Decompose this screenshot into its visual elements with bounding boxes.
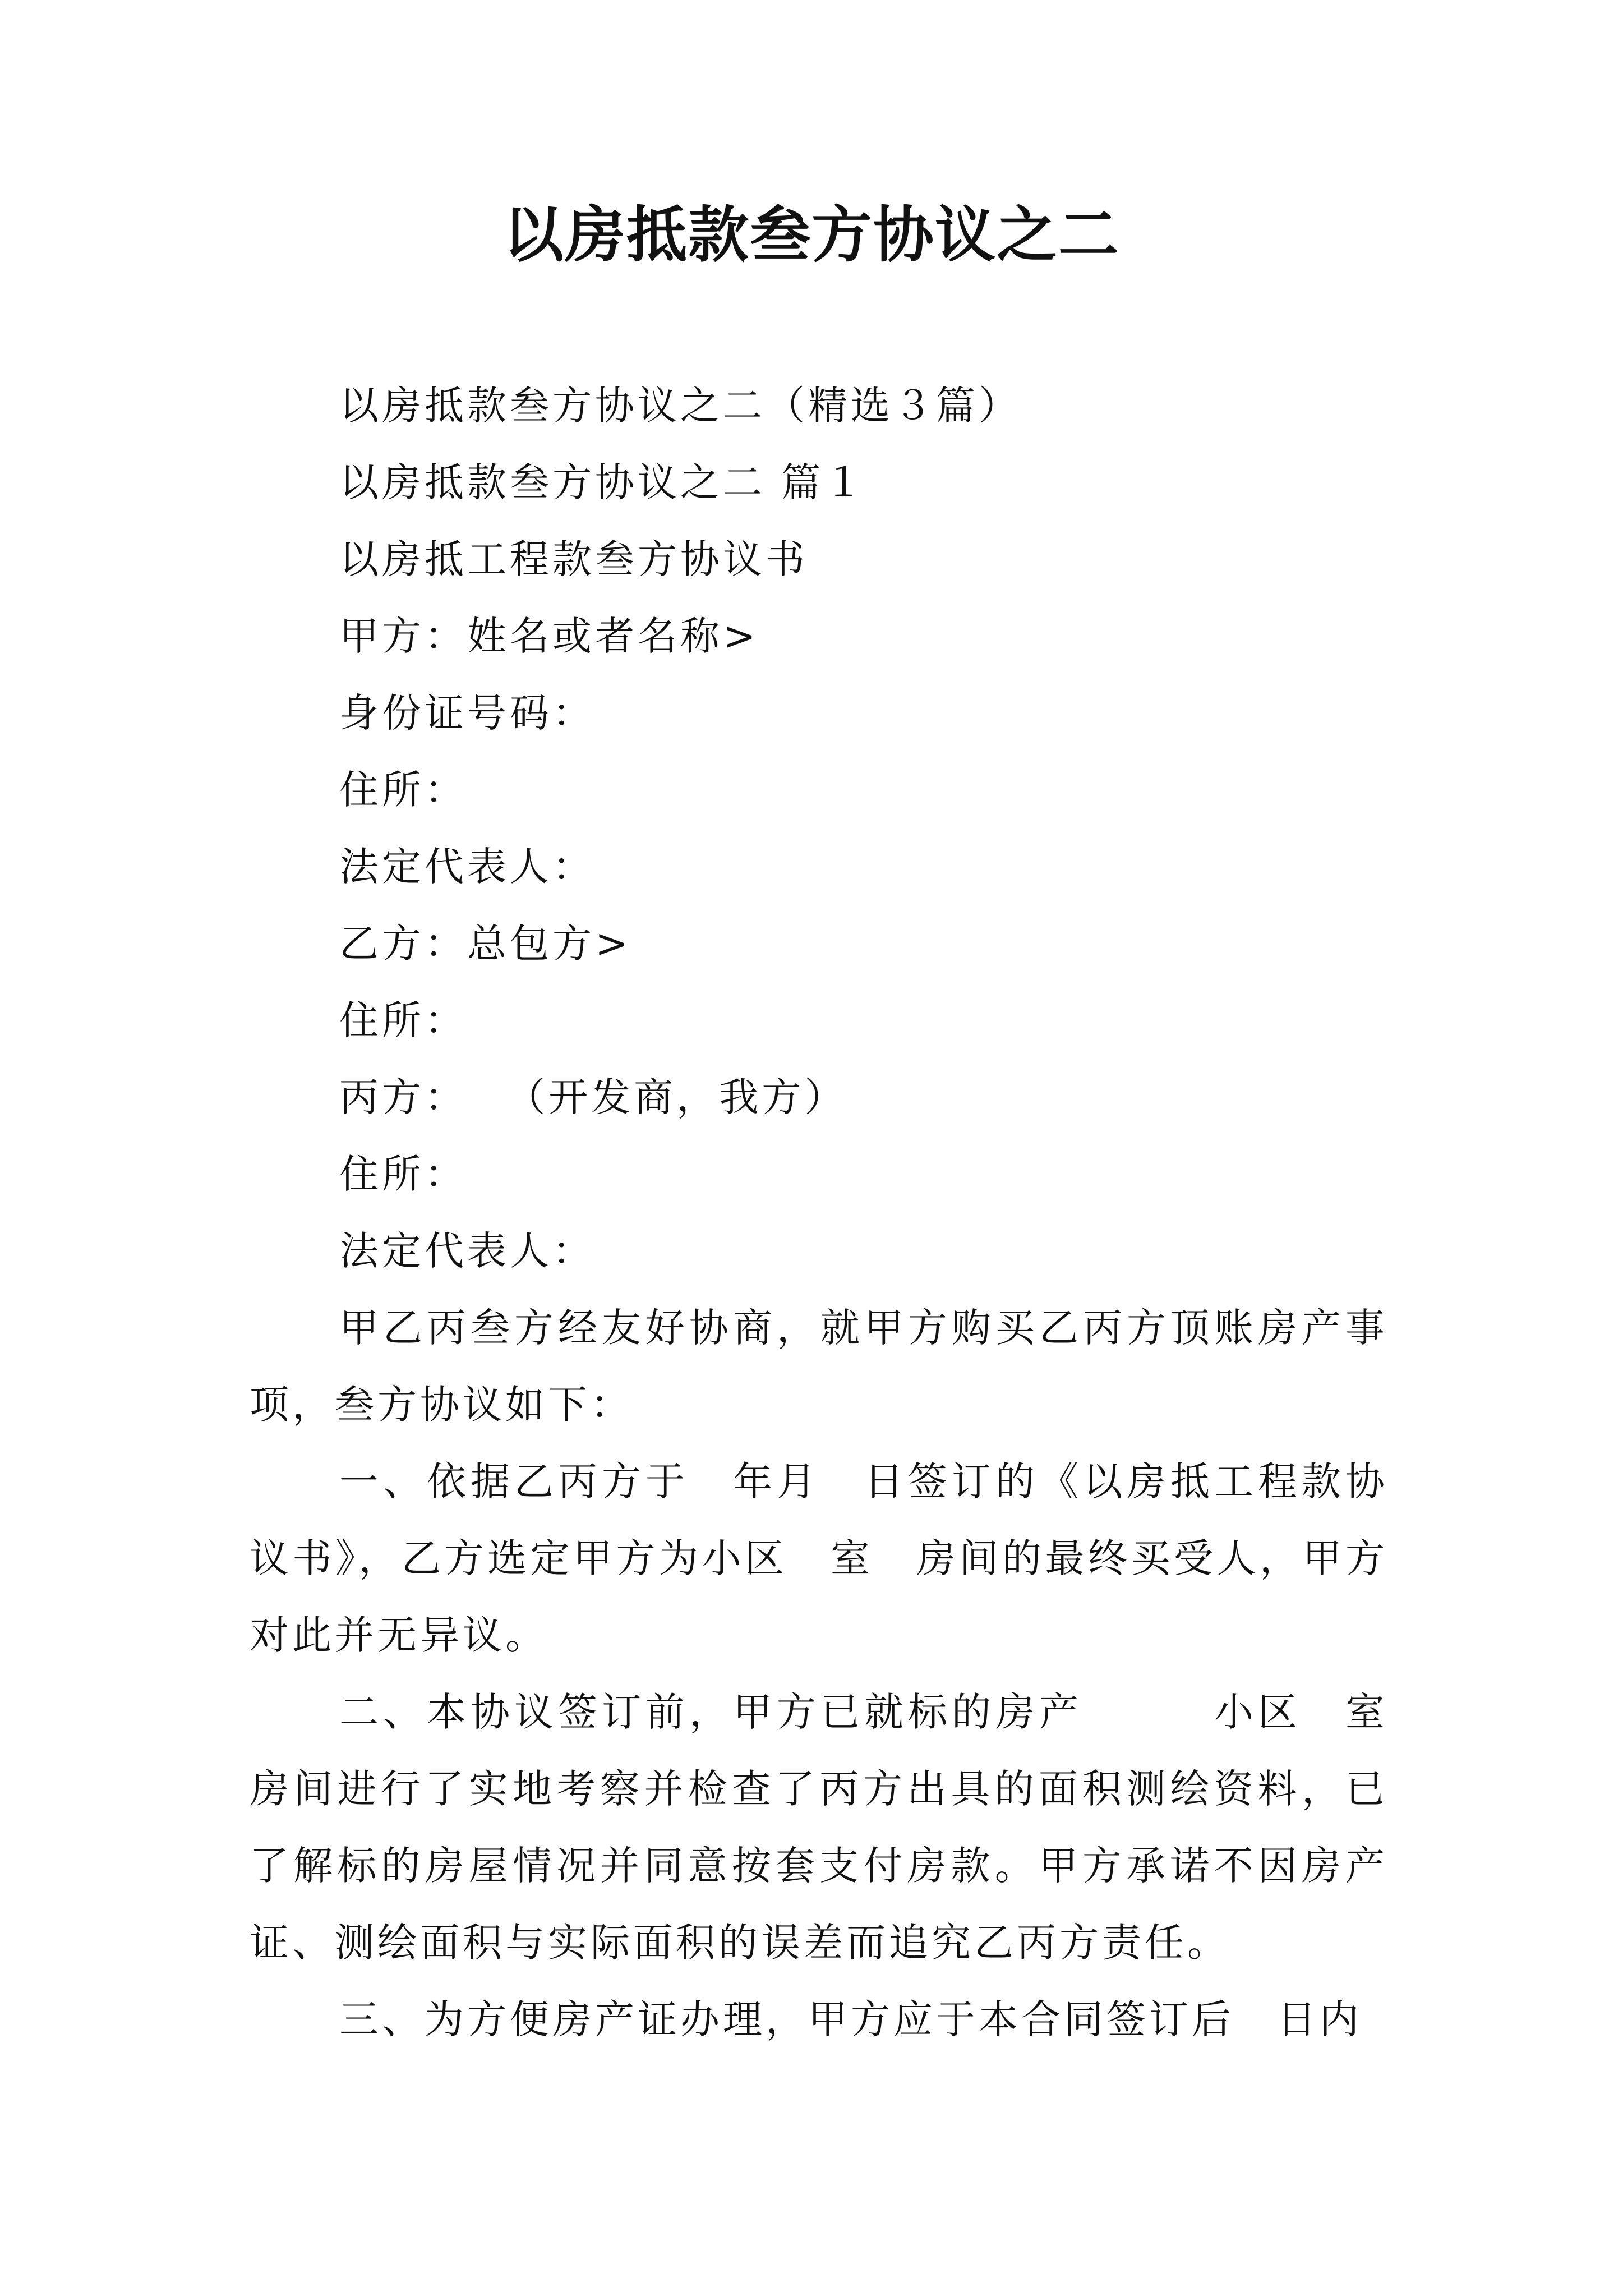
paragraph-clause-1: 一、依据乙丙方于 年月 日签订的《以房抵工程款协议书》，乙方选定甲方为小区 室 房间的最终买受人，甲方对此并无异议。 <box>250 1458 1388 1658</box>
paragraph-agreement-name: 以房抵工程款叁方协议书 <box>339 536 808 582</box>
paragraph-section-heading: 以房抵款叁方协议之二 篇１ <box>339 459 867 505</box>
document-body <box>250 367 1431 2058</box>
paragraph-subtitle: 以房抵款叁方协议之二（精选３篇） <box>339 383 1021 429</box>
paragraph-legal-rep-a: 法定代表人： <box>339 844 595 890</box>
paragraph-address-a: 住所： <box>339 767 467 813</box>
document-title: 以房抵款叁方协议之二 <box>502 200 1120 270</box>
paragraph-clause-2: 二、本协议签订前，甲方已就标的房产 小区 室 房间进行了实地考察并检查了丙方出具的面积测绘资料，已了解标的房屋情况并同意按套支付房款。甲方承诺不因房产证、测绘面积与实际面积的误差而追究乙丙方责任。 <box>250 1689 1431 1966</box>
paragraph-address-b: 住所： <box>339 997 467 1043</box>
paragraph-clause-3: 三、为方便房产证办理，甲方应于本合同签订后 日内 <box>339 1996 1362 2042</box>
paragraph-party-a: 甲方：姓名或者名称> <box>339 613 759 659</box>
paragraph-id-number: 身份证号码： <box>339 690 595 736</box>
paragraph-address-c: 住所： <box>339 1151 467 1197</box>
paragraph-party-c: 丙方： （开发商，我方） <box>339 1074 847 1120</box>
paragraph-preamble: 甲乙丙叁方经友好协商，就甲方购买乙丙方顶账房产事项，叁方协议如下： <box>250 1305 1388 1428</box>
paragraph-party-b: 乙方：总包方> <box>339 921 631 967</box>
paragraph-legal-rep-c: 法定代表人： <box>339 1228 595 1274</box>
